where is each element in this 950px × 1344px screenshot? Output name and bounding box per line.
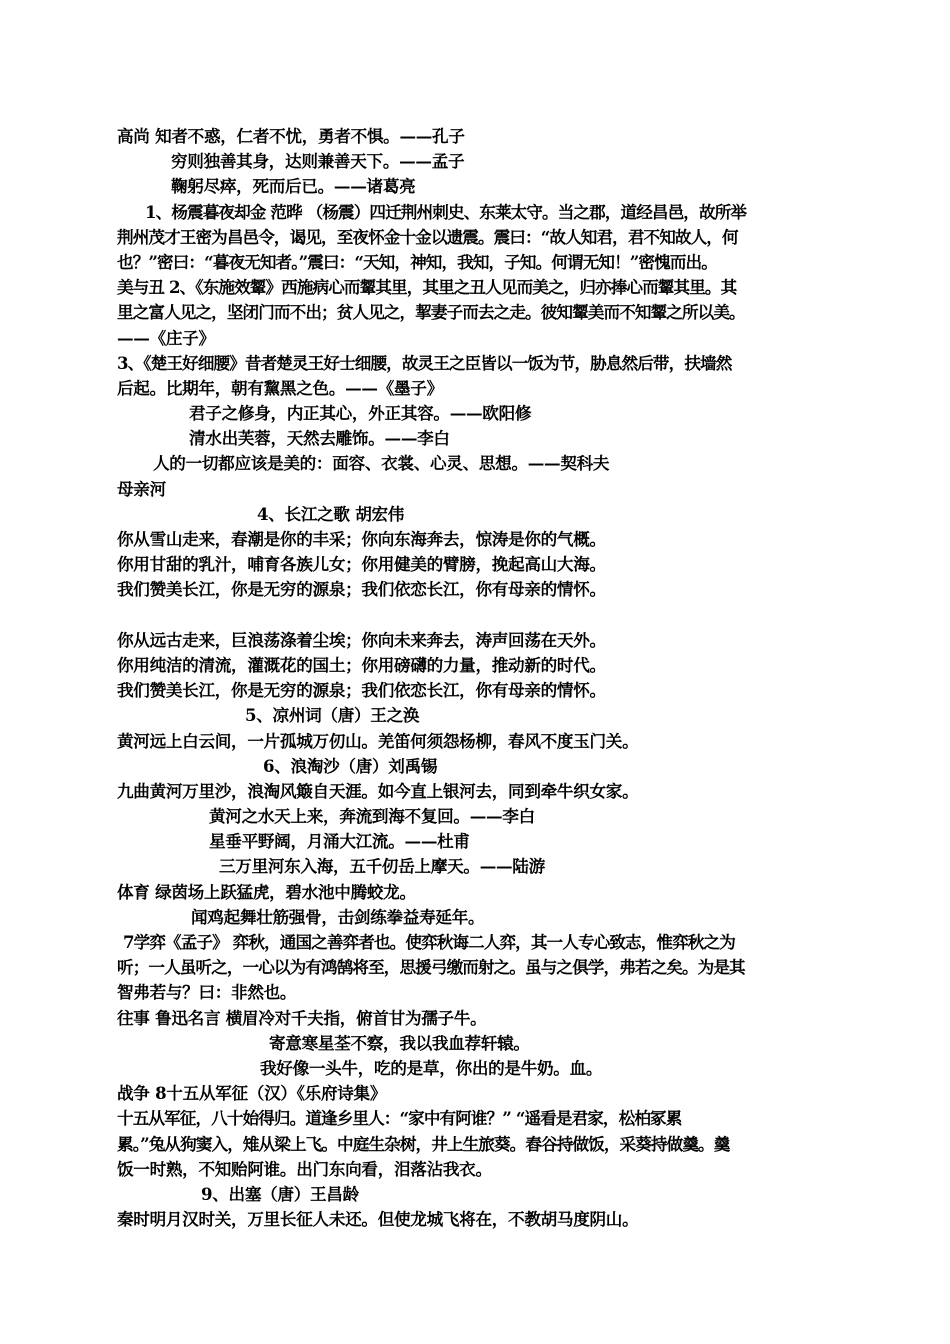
poem-title: 5、凉州词（唐）王之涣 [245, 705, 420, 726]
text-line: 饭一时熟，不知贻阿谁。出门东向看，泪落沾我衣。 [117, 1158, 492, 1179]
poem-title: 6、浪淘沙（唐）刘禹锡 [263, 755, 438, 776]
text-line: 十五从军征，八十始得归。道逢乡里人：“家中有阿谁？” “遥看是君家，松柏冢累 [117, 1108, 682, 1129]
text-line: 我好像一头牛，吃的是草，你出的是牛奶。血。 [260, 1057, 603, 1078]
text-line: 闻鸡起舞壮筋强骨，击剑练拳益寿延年。 [191, 906, 485, 927]
text-line: 3、《楚王好细腰》昔者楚灵王好士细腰，故灵王之臣皆以一饭为节，胁息然后带，扶墙然 [117, 352, 732, 373]
text-line: 黄河远上白云间，一片孤城万仞山。羌笛何须怨杨柳，春风不度玉门关。 [117, 730, 639, 751]
text-line: 荆州茂才王密为昌邑令，谒见，至夜怀金十金以遗震。震曰：“故人知君，君不知故人，何 [117, 226, 738, 247]
text-line: 你从远古走来，巨浪荡涤着尘埃；你向未来奔去，涛声回荡在天外。 [117, 629, 606, 650]
blank-line [117, 603, 842, 628]
text-line-theme-beauty: 美与丑 2、《东施效颦》西施病心而颦其里，其里之丑人见而美之，归亦捧心而颦其里。其 [117, 277, 737, 298]
text-line: 7学弈《孟子》 弈秋，通国之善弈者也。使弈秋诲二人弈，其一人专心致志，惟弈秋之为 [123, 932, 735, 952]
poem-title: 4、长江之歌 胡宏伟 [257, 503, 405, 524]
text-line: 你用甘甜的乳汁，哺育各族儿女；你用健美的臂膀，挽起高山大海。 [117, 554, 606, 575]
text-line: 三万里河东入海，五千仞岳上摩天。——陆游 [219, 856, 545, 877]
text-line-theme-war: 战争 8十五从军征（汉）《乐府诗集》 [117, 1083, 387, 1104]
text-line: 穷则独善其身，达则兼善天下。——孟子 [171, 151, 465, 172]
text-line-theme-past: 往事 鲁迅名言 横眉冷对千夫指，俯首甘为孺子牛。 [117, 1007, 487, 1028]
text-line: 你从雪山走来，春潮是你的丰采；你向东海奔去，惊涛是你的气概。 [117, 529, 606, 549]
text-line-theme-sports: 体育 绿茵场上跃猛虎，碧水池中腾蛟龙。 [117, 881, 416, 902]
text-line: 人的一切都应该是美的：面容、衣裳、心灵、思想。——契科夫 [153, 453, 610, 474]
text-line: 黄河之水天上来，奔流到海不复回。——李白 [209, 806, 535, 827]
text-line: 1、杨震暮夜却金 范晔 （杨震）四迁荆州刺史、东莱太守。当之郡，道经昌邑，故所举 [145, 201, 747, 222]
text-line: 也？”密曰：“暮夜无知者。”震曰：“天知，神知，我知，子知。何谓无知！”密愧而出。 [117, 251, 717, 272]
text-line: 秦时明月汉时关，万里长征人未还。但使龙城飞将在，不教胡马度阴山。 [117, 1209, 639, 1230]
document-page [117, 124, 842, 1232]
text-line: 君子之修身，内正其心，外正其容。——欧阳修 [189, 403, 532, 424]
text-line: 我们赞美长江，你是无穷的源泉；我们依恋长江，你有母亲的情怀。 [117, 680, 606, 701]
text-line: 寄意寒星荃不察，我以我血荐轩辕。 [269, 1032, 530, 1053]
text-line: 智弗若与？曰：非然也。 [117, 982, 297, 1003]
poem-title: 9、出塞（唐）王昌龄 [201, 1183, 359, 1204]
text-line: 累。”兔从狗窦入，雉从梁上飞。中庭生杂树，井上生旅葵。舂谷持做饭，采葵持做羹。羹 [117, 1133, 730, 1154]
text-line: 后起。比期年，朝有黧黑之色。——《墨子》 [117, 377, 443, 398]
text-line: 听；一人虽听之，一心以为有鸿鹄将至，思援弓缴而射之。虽与之俱学，弗若之矣。为是其 [117, 957, 745, 978]
text-line: ——《庄子》 [117, 327, 215, 348]
text-line: 里之富人见之，坚闭门而不出；贫人见之，挈妻子而去之走。彼知颦美而不知颦之所以美。 [117, 302, 745, 323]
text-line: 你用纯洁的清流，灌溉花的国土；你用磅礴的力量，推动新的时代。 [117, 654, 606, 675]
text-line-theme-mother-river: 母亲河 [117, 478, 166, 499]
text-line: 鞠躬尽瘁，死而后已。——诸葛亮 [171, 176, 416, 197]
text-line-theme-lofty: 高尚 知者不惑，仁者不忧，勇者不惧。——孔子 [117, 126, 465, 146]
text-line: 九曲黄河万里沙，浪淘风簸自天涯。如今直上银河去，同到牵牛织女家。 [117, 780, 639, 801]
text-line: 星垂平野阔，月涌大江流。——杜甫 [209, 831, 470, 852]
text-line: 我们赞美长江，你是无穷的源泉；我们依恋长江，你有母亲的情怀。 [117, 579, 606, 600]
text-line: 清水出芙蓉，天然去雕饰。——李白 [189, 428, 450, 449]
